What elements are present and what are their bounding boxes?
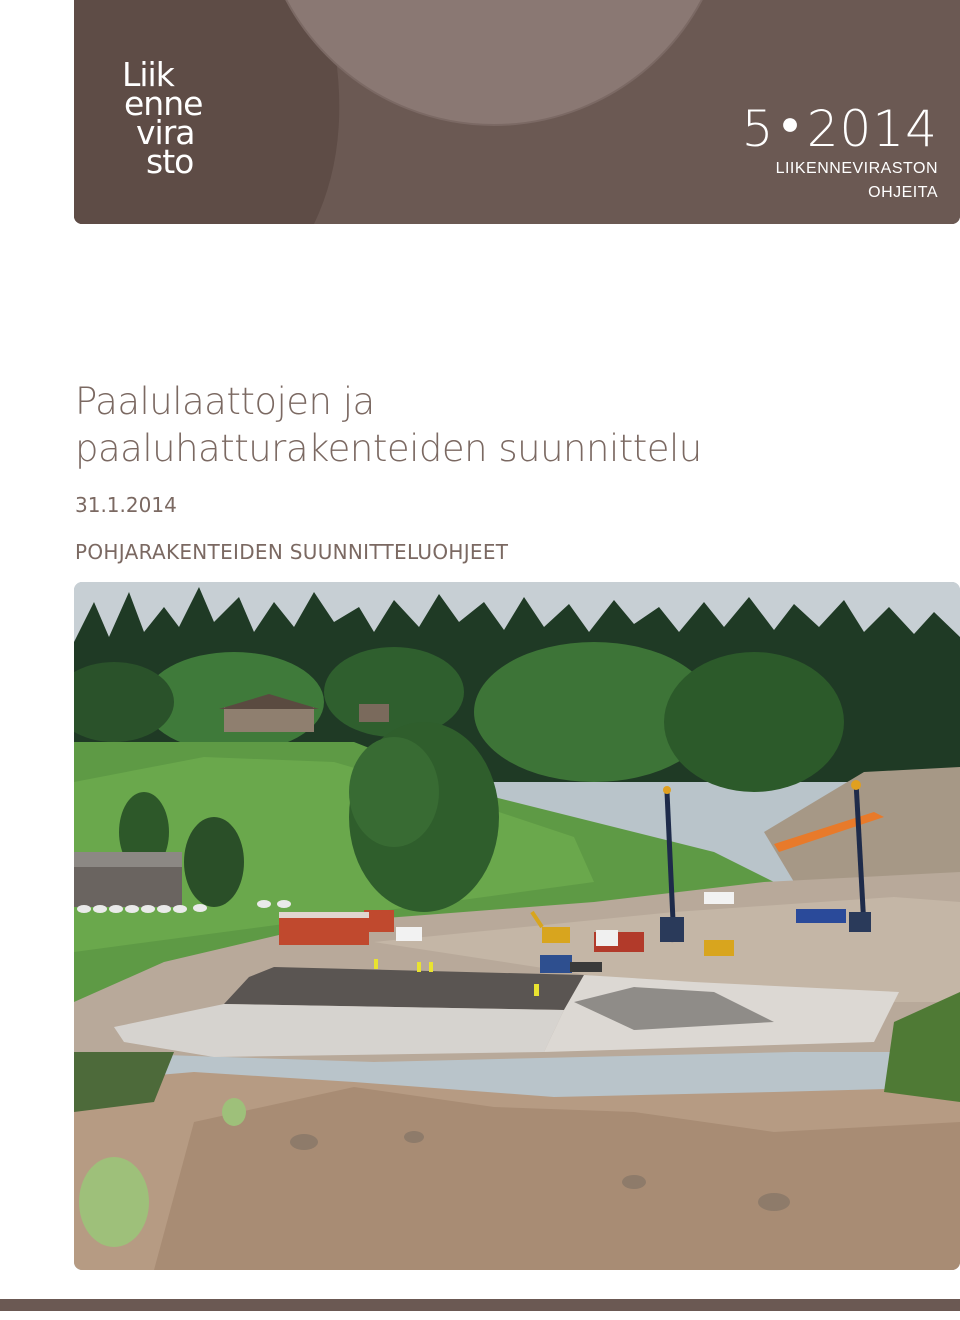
logo-line: sto [146, 142, 194, 181]
series-line-1: LIIKENNEVIRASTON [775, 160, 938, 177]
logo-line: vira [136, 113, 195, 152]
cover-photo [74, 582, 960, 1270]
footer-bar [0, 1299, 960, 1311]
issue-block [742, 95, 938, 205]
title-line-2: paaluhatturakenteiden suunnittelu [75, 427, 702, 470]
cover-header [74, 0, 960, 224]
issue-year: 2014 [806, 100, 938, 158]
issue-number-value: 5 [741, 100, 775, 158]
liikennevirasto-logo[interactable] [122, 55, 203, 181]
logo-line: Liik [122, 55, 174, 94]
issue-separator-dot: ● [780, 104, 801, 142]
construction-site-illustration [74, 582, 960, 1270]
document-date: 31.1.2014 [75, 493, 177, 517]
document-title [75, 378, 702, 472]
logo-line: enne [124, 84, 203, 123]
issue-number [742, 95, 938, 157]
title-line-1: Paalulaattojen ja [75, 380, 375, 423]
document-category: POHJARAKENTEIDEN SUUNNITTELUOHJEET [75, 540, 509, 564]
series-line-2: OHJEITA [868, 184, 938, 201]
